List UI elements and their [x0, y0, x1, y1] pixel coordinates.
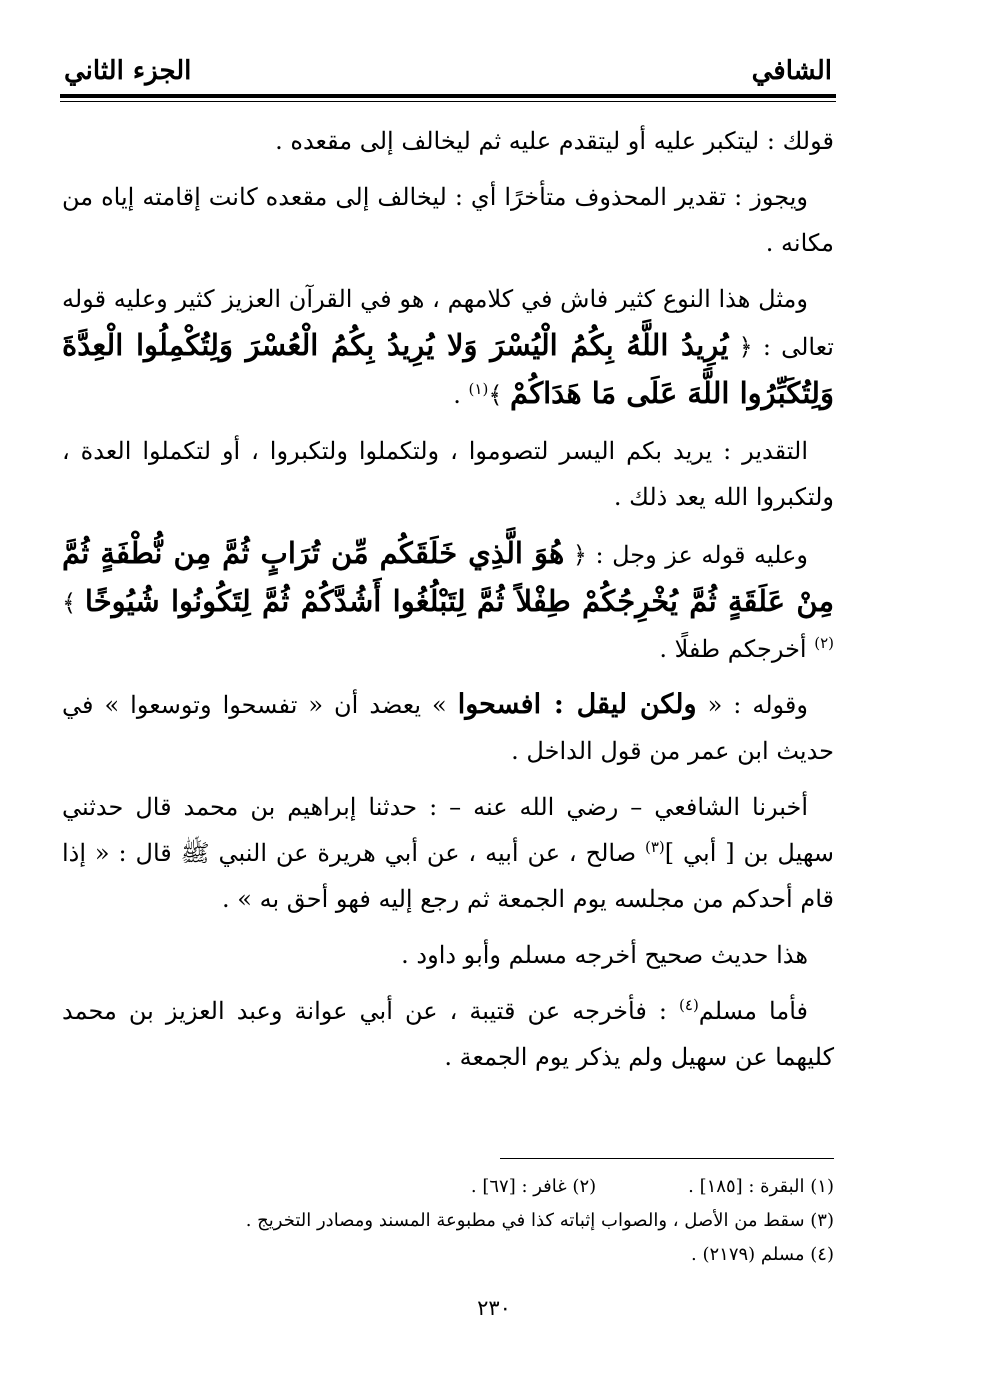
- footnote-3: (٣) سقط من الأصل ، والصواب إثباته كذا في مطبوعة المسند ومصادر التخريج .: [245, 1210, 834, 1231]
- paragraph-6: [62, 682, 834, 774]
- paragraph-9-b: : فأخرجه عن قتيبة ، عن أبي عوانة وعبد العزيز بن محمد كليهما عن سهيل ولم يذكر يوم الجمعة .: [62, 997, 834, 1071]
- footnote-row-1-2: [62, 1170, 834, 1204]
- footnote-4: (٤) مسلم (٢١٧٩) .: [691, 1244, 834, 1265]
- paragraph-2: ويجوز : تقدير المحذوف متأخرًا أي : ليخالف إلى مقعده كانت إقامته إياه من مكانه .: [62, 183, 834, 257]
- paragraph-4: التقدير : يريد بكم اليسر لتصوموا ، ولتكملوا ولتكبروا ، أو لتكملوا العدة ، ولتكبروا الله يعد ذلك .: [62, 437, 834, 511]
- footnote-2: (٢) غافر : [٦٧] .: [470, 1176, 597, 1197]
- hadith-quote: ولكن ليقل : افسحوا: [457, 689, 697, 720]
- page-number: ٢٣٠: [477, 1296, 511, 1320]
- quran-verse-ghafir: هُوَ الَّذِي خَلَقَكُم مِّن تُرَابٍ ثُمَّ مِن نُّطْفَةٍ ثُمَّ مِنْ عَلَقَةٍ ثُمَّ يُخْرِجُكُمْ طِفْلاً ثُمَّ لِتَبْلُغُوا أَشُدَّكُمْ ثُمَّ لِتَكُونُوا شُيُوخًا: [62, 536, 834, 618]
- footnote-ref-1[interactable]: (١): [468, 380, 489, 398]
- paragraph-6-rest: » يعضد أن « تفسحوا وتوسعوا » في حديث ابن عمر من قول الداخل .: [62, 691, 834, 765]
- paragraph-3: [62, 276, 834, 418]
- footnote-1: (١) البقرة : [١٨٥] .: [688, 1176, 834, 1197]
- paragraph-7-b: صالح ، عن أبيه ، عن أبي هريرة عن النبي ﷺ قال : « إذا قام أحدكم من مجلسه يوم الجمعة ثم رجع إليه فهو أحق به » .: [62, 839, 834, 913]
- footnote-ref-2[interactable]: (٢): [814, 634, 834, 652]
- paragraph-3-end: .: [453, 381, 469, 409]
- paragraph-6-intro: وقوله : «: [707, 691, 808, 719]
- main-text: [62, 118, 834, 1090]
- verse-close-bracket: ﴾: [62, 589, 77, 617]
- paragraph-7-a: أخبرنا الشافعي – رضي الله عنه – : حدثنا إبراهيم بن محمد قال حدثني سهيل بن [ أبي ]: [62, 793, 834, 867]
- volume-label: الجزء الثاني: [64, 56, 192, 86]
- paragraph-7: [62, 784, 834, 922]
- book-title: الشافي: [751, 56, 832, 86]
- paragraph-3-intro: ومثل هذا النوع كثير فاش في كلامهم ، هو في القرآن العزيز كثير وعليه قوله تعالى : ﴿: [62, 285, 834, 361]
- paragraph-8: هذا حديث صحيح أخرجه مسلم وأبو داود .: [401, 941, 808, 969]
- paragraph-5-intro: وعليه قوله عز وجل : ﴿: [572, 541, 808, 569]
- footnote-ref-4[interactable]: (٤): [679, 996, 699, 1014]
- footnote-row-3: [62, 1204, 834, 1238]
- footnotes: [62, 1170, 834, 1272]
- quran-verse-baqarah: يُرِيدُ اللَّهُ بِكُمُ الْيُسْرَ وَلا يُرِيدُ بِكُمُ الْعُسْرَ وَلِتُكْمِلُوا الْعِدَّةَ وَلِتُكَبِّرُوا اللَّهَ عَلَى مَا هَدَاكُمْ: [62, 328, 834, 410]
- footnote-row-4: [62, 1238, 834, 1272]
- paragraph-5-end: أخرجكم طفلًا .: [659, 635, 815, 663]
- paragraph-9-a: فأما مسلم: [698, 997, 809, 1025]
- footnote-ref-3[interactable]: (٣): [644, 838, 665, 856]
- paragraph-1: قولك : ليتكبر عليه أو ليتقدم عليه ثم ليخالف إلى مقعده .: [275, 127, 834, 155]
- paragraph-9: [62, 988, 834, 1080]
- header-rule: [60, 94, 836, 98]
- paragraph-5: [62, 530, 834, 672]
- running-header: [62, 52, 834, 92]
- header-rule-thin: [60, 101, 836, 102]
- verse-close-bracket: ﴾: [488, 381, 503, 409]
- footnote-separator: [500, 1158, 834, 1159]
